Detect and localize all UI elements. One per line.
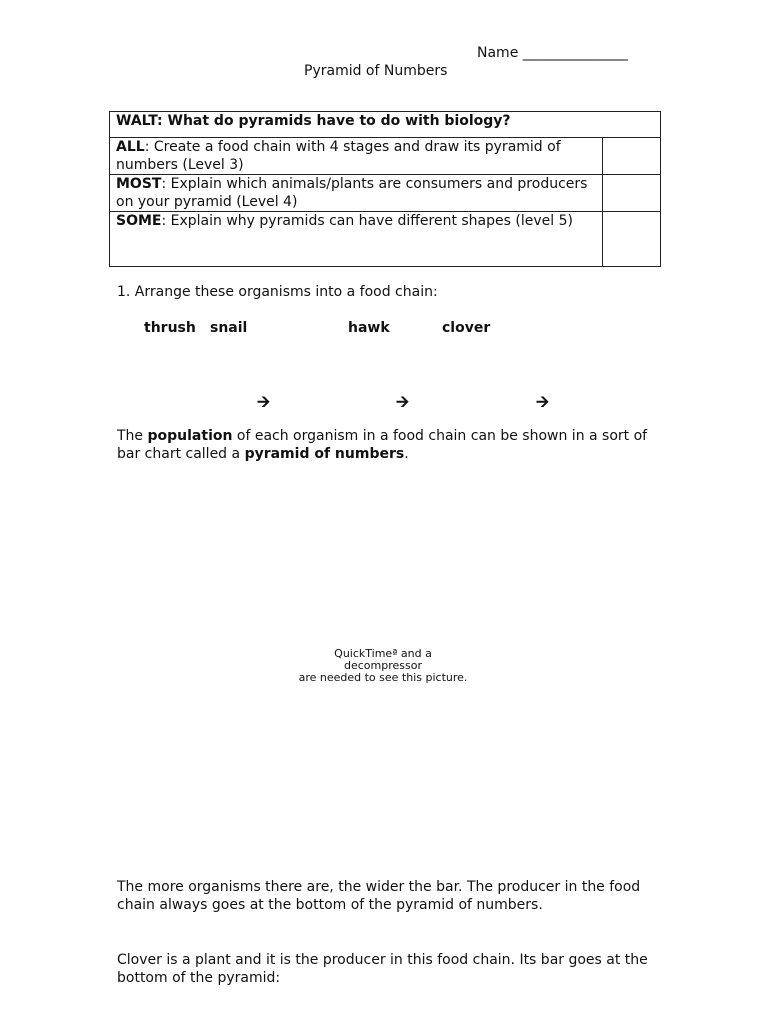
missing-picture-placeholder <box>268 648 498 684</box>
objective-all-label: ALL <box>116 139 145 155</box>
organism-thrush: thrush <box>144 320 196 336</box>
organism-snail: snail <box>210 320 248 336</box>
objective-some-text <box>110 212 603 267</box>
objective-some-checkbox-cell[interactable] <box>603 212 661 267</box>
question-1-prompt: 1. Arrange these organisms into a food chain: <box>117 284 438 300</box>
population-text-1: The <box>117 428 148 444</box>
placeholder-line-3: are needed to see this picture. <box>298 671 468 684</box>
name-field-line: Name _______________ <box>477 45 628 61</box>
page-title: Pyramid of Numbers <box>304 63 448 79</box>
objective-row-most <box>110 175 661 212</box>
objective-most-description: : Explain which animals/plants are consumers and producers on your pyramid (Level 4) <box>116 176 588 210</box>
organism-clover: clover <box>442 320 491 336</box>
clover-producer-paragraph: Clover is a plant and it is the producer in this food chain. Its bar goes at the bottom of the pyramid: <box>117 952 648 986</box>
population-term: population <box>147 428 233 444</box>
objective-most-checkbox-cell[interactable] <box>603 175 661 212</box>
walt-heading: WALT: What do pyramids have to do with biology? <box>110 112 661 138</box>
population-paragraph <box>117 427 662 463</box>
objective-some-label: SOME <box>116 213 162 229</box>
arrow-right-icon: 🡪 <box>396 392 409 411</box>
placeholder-line-1: QuickTimeª and a <box>334 647 432 660</box>
objective-some-description: : Explain why pyramids can have different shapes (level 5) <box>161 213 573 229</box>
wider-bar-paragraph: The more organisms there are, the wider the bar. The producer in the food chain always goes at the bottom of the pyramid of numbers. <box>117 879 641 913</box>
arrow-right-icon: 🡪 <box>257 392 270 411</box>
objective-row-some <box>110 212 661 267</box>
population-text-2: of each organism in a food chain can be shown in a sort of bar chart called a <box>117 428 648 462</box>
arrow-right-icon: 🡪 <box>536 392 549 411</box>
objective-all-checkbox-cell[interactable] <box>603 138 661 175</box>
placeholder-line-2: decompressor <box>344 659 422 672</box>
objectives-table <box>109 111 661 267</box>
objective-most-text <box>110 175 603 212</box>
objective-all-text <box>110 138 603 175</box>
organism-hawk: hawk <box>348 320 390 336</box>
objective-row-all <box>110 138 661 175</box>
objective-all-description: : Create a food chain with 4 stages and draw its pyramid of numbers (Level 3) <box>116 139 561 173</box>
population-text-3: . <box>404 446 409 462</box>
objective-most-label: MOST <box>116 176 162 192</box>
pyramid-of-numbers-term: pyramid of numbers <box>244 446 405 462</box>
